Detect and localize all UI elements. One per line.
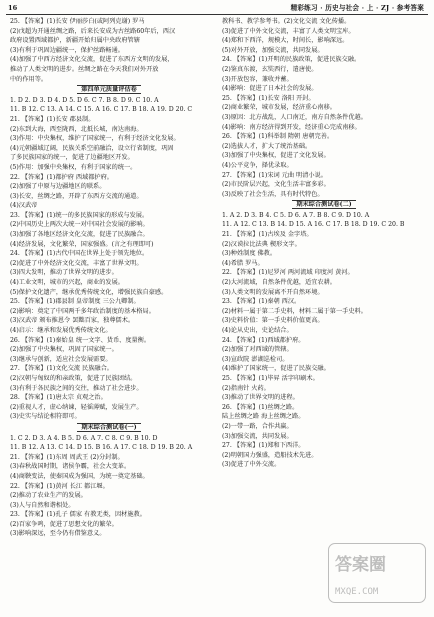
answer-line: 25. 【答案】(1)郡县制 皇帝制度 三公九卿制。 [10,298,140,306]
answer-line: (3)推动了世界文明的进程。 [222,394,299,402]
answer-line: (2)加强了中原与边疆地区的联系。 [10,183,106,191]
watermark-url: MXQE.COM [335,587,379,597]
answer-line: 26. 【答案】(1)丝绸之路。 [222,403,299,411]
answer-line: (2)大河流域，自然条件优越，适宜农耕。 [222,279,336,287]
answer-line: 了多民族国家的统一，促进了边疆地区开发。 [10,154,134,162]
section-title-text: 第四单元质量评估卷 [77,85,141,94]
answer-line: 1. D 2. D 3. D 4. D 5. D 6. C 7. B 8. D 9. C 10. A [10,96,159,104]
answer-line: (3)反映了社会生活，具有时代特色。 [222,190,324,198]
answer-line: (4)加强了中西方经济文化交流，促进了东西方文明的发展， [10,56,174,64]
answer-line: 教科书、教学参考书。(2)文化交流 文化传播。 [222,18,351,25]
section-title-text: 期末综合测试卷(一) [77,423,140,432]
answer-line: (3)促进了中外交流。 [222,461,281,469]
answer-line: (2)材料一属于第二手史料，材料二属于第一手史料。 [222,307,367,315]
answer-line: (3)人与自然和谐相处。 [10,501,75,509]
page-number: 16 [8,4,18,12]
answer-line: (4)论从史出，史论结合。 [222,327,293,334]
answer-line: 25. 【答案】(1)毕昇 活字印刷术。 [222,374,319,382]
answer-line: (3)人类文明的发展离不开自然环境。 [222,288,324,296]
answer-line: (2)重视人才，虚心纳谏，轻徭薄赋，发展生产。 [10,403,143,411]
answer-line: (2)市民阶层兴起，文化生活丰富多彩。 [222,181,330,189]
section-title [10,85,208,95]
answer-line: (4)维护了国家统一，促进了民族交融。 [222,365,330,373]
watermark-text: 答案圈 [335,555,386,575]
right-column [222,17,426,613]
answer-line: (5)作用：加强中央集权，有利于国家的统一。 [10,163,137,171]
answer-line: (4)影响：促进了日本社会的发展。 [222,85,318,93]
answer-line: 27. 【答案】(1)文化交流 民族融合。 [10,365,113,373]
answer-line: (2)中国历史上两次大统一对中国社会发展的影响。 [10,221,149,229]
answer-line: 11. B 12. C 13. A 14. C 15. A 16. C 17. B 18. A 19. D 20. C [10,106,193,114]
answer-line: (2)商业繁荣，城市发展，经济重心南移。 [222,104,336,112]
answer-line: (3)影响深远，至今仍有借鉴意义。 [10,530,106,538]
answer-line: 25. 【答案】(1)长安 洛阳 开封。 [222,94,315,102]
answer-line: (4)启示：继承和发展优秀传统文化。 [10,327,112,334]
answer-line: 24. 【答案】(1)开明的民族政策，促进民族交融。 [222,56,361,64]
answer-line: (2)明朝国力强盛，造船技术先进。 [222,451,318,459]
answer-line: 23. 【答案】(1)统一的多民族国家的形成与发展。 [10,211,149,219]
answer-line: (3)加强交流，共同发展。 [222,432,293,440]
answer-line: 23. 【答案】(1)孔子 儒家 有教无类，因材施教。 [10,511,146,519]
answer-line: (2)戊超为开通丝绸之路，后来长安成为古丝路60年后，西汉 [10,27,176,35]
answer-line: (3)作用：中央集权，维护了国家统一，有利于经济文化发展。 [10,135,180,143]
answer-line: 22. 【答案】(1)尼罗河 两河流域 印度河 黄河。 [222,269,354,277]
answer-line: (3)长安，丝绸之路，开辟了东西方交流的通道。 [10,192,143,200]
answer-line: (3)加强了中央集权，促进了文化发展。 [222,152,330,160]
answer-line: (3)春秋战国时期，诸侯争霸，社会大变革。 [10,463,131,471]
answer-line: (3)有利于各民族之间的交往，推动了社会进步。 [10,384,143,392]
answer-line: 22. 【答案】(1)都护府 西域都护府。 [10,173,113,181]
answer-line: (3)四大发明，推动了世界文明的进步。 [10,269,118,277]
answer-line: (4)希腊 罗马。 [222,259,264,267]
answer-line: (4)汉武帝 [10,202,38,210]
answer-line: 21. 【答案】(1)长安 郡县制。 [10,115,95,123]
answer-line: 24. 【答案】(1)古代中国在世界上处于领先地位。 [10,250,149,258]
watermark-logo [328,543,426,603]
answer-line: (3)原因：北方战乱，人口南迁，南方自然条件优越。 [222,113,367,121]
answer-line: 22. 【答案】(1)黄河 长江 都江堰。 [10,482,109,490]
answer-line: (3)加强了各地区经济文化交流，促进了民族融合。 [10,231,149,239]
answer-line: 27. 【答案】(1)郑和下西洋。 [222,442,305,450]
section-title-text: 期末综合测试卷(二) [292,200,355,209]
answer-line: 23. 【答案】(1)秦朝 西汉。 [222,298,301,306]
answer-line: (2)东到大海，西至陇西，北抵长城，南达南海。 [10,125,143,133]
answer-line: 11. A 12. C 13. B 14. D 15. A 16. C 17. B 18. D 19. C 20. B [222,221,405,229]
answer-line: 26. 【答案】(1)秦始皇 统一文字、货币、度量衡。 [10,336,151,344]
answer-line: (4)经济发展，文化繁荣，国家强盛。(言之有理即可) [10,240,154,248]
left-column [10,17,208,613]
answer-line: 27. 【答案】(1)宋词 元曲 明清小说。 [222,171,327,179]
answer-line: (5)对外开放，加强交流，共同发展。 [222,46,324,54]
answer-line: 28. 【答案】(1)唐太宗 贞观之治。 [10,394,107,402]
answer-line: (3)种姓制度 佛教。 [222,250,277,258]
answer-line: (4)公平竞争，择优录取。 [222,161,293,169]
page-header [6,3,428,15]
answer-line: (3)开放包容，兼收并蓄。 [222,75,293,83]
answer-line: (2)加强了对西域的管辖。 [222,346,293,354]
answer-line: 政府设置西域都护，新疆开始归属中央政府管辖 [10,37,140,45]
answer-line: 中的作用等。 [10,75,48,83]
answer-line: (2)推动了农业生产的发展。 [10,492,87,500]
answer-line: (2)指南针 火药。 [222,384,270,392]
answer-line: (2)一带一路，合作共赢。 [222,422,293,430]
answer-line: (4)商鞅变法，使秦国成为强国，为统一奠定基础。 [10,472,149,480]
answer-line: (2)鉴真东渡，玄奘西行，遣唐使。 [222,65,318,73]
answer-line: 25. 【答案】(1)长安 伊丽莎白(或阿列克谢) 罗马 [10,18,145,25]
answer-line: (2)选拔人才，扩大了统治基础。 [222,142,312,150]
answer-line: (4)工业文明，城市的兴起，商业的发展。 [10,279,124,287]
answer-line: (3)宣政院 澎湖巡检司。 [222,355,289,363]
answer-line: 24. 【答案】(1)西域都护府。 [222,336,305,344]
answer-line: (3)有利于巩固边疆统一，保护丝路畅通。 [10,46,124,54]
answer-line: (5)保护文化遗产，继承优秀传统文化，增强民族自豪感。 [10,288,168,296]
answer-line: 推动了人类文明的进步。丝绸之路在今天我们对外开放 [10,65,159,73]
section-title [222,200,426,210]
answer-line: (2)影响：奠定了中国两千多年政治制度的基本格局。 [10,307,155,315]
answer-line: (3)汉武帝 颁布推恩令 罢黜百家，独尊儒术。 [10,317,135,325]
answer-line: (2)汉谟拉比法典 楔形文字。 [222,240,301,248]
answer-line: (4)郑和下西洋，规模大，时间长，影响深远。 [222,37,349,45]
answer-line: (2)促进了中外经济文化交流，丰富了世界文明。 [10,259,143,267]
answer-line: 21. 【答案】(1)古埃及 金字塔。 [222,231,313,239]
answer-line: 26. 【答案】(1)科举制 隋朝 唐朝完善。 [222,133,334,141]
answer-line: (3)史料价值：第一手史料价值更高。 [222,317,324,325]
answer-line: (2)加强了中央集权，巩固了国家统一。 [10,346,118,354]
answer-line: 陆上丝绸之路 海上丝绸之路。 [222,413,305,421]
answer-line: (2)百家争鸣，促进了思想文化的繁荣。 [10,520,118,528]
answer-line: 11. B 12. A 13. C 14. D 15. B 16. A 17. C 18. D 19. B 20. A [10,444,193,452]
answer-line: (3)继承与创新，适应社会发展需要。 [10,355,112,363]
answer-line: 1. A 2. D 3. B 4. C 5. D 6. A 7. B 8. C 9. D 10. A [222,211,370,219]
answer-line: (3)促进了中外文化交流，丰富了人类文明宝库。 [222,27,355,35]
answer-line: 21. 【答案】(1)东周 周武王 (2)分封制。 [10,453,124,461]
answer-line: (4)影响：南方经济得到开发，经济重心完成南移。 [222,123,361,131]
answer-line: (4)元朝疆域辽阔，民族关系空前融洽，设立行省制度，巩固 [10,144,174,152]
header-title: 精彩练习 · 历史与社会 · 上 · ZJ · 参考答案 [290,4,424,12]
answer-line: 1. C 2. D 3. A 4. B 5. D 6. A 7. C 8. C 9. B 10. D [10,434,158,442]
section-title [10,423,208,433]
answer-line: (2)汉朝与匈奴的和亲政策，促进了民族团结。 [10,374,137,382]
answer-line: (3)史实与结论相符即可。 [10,413,81,421]
